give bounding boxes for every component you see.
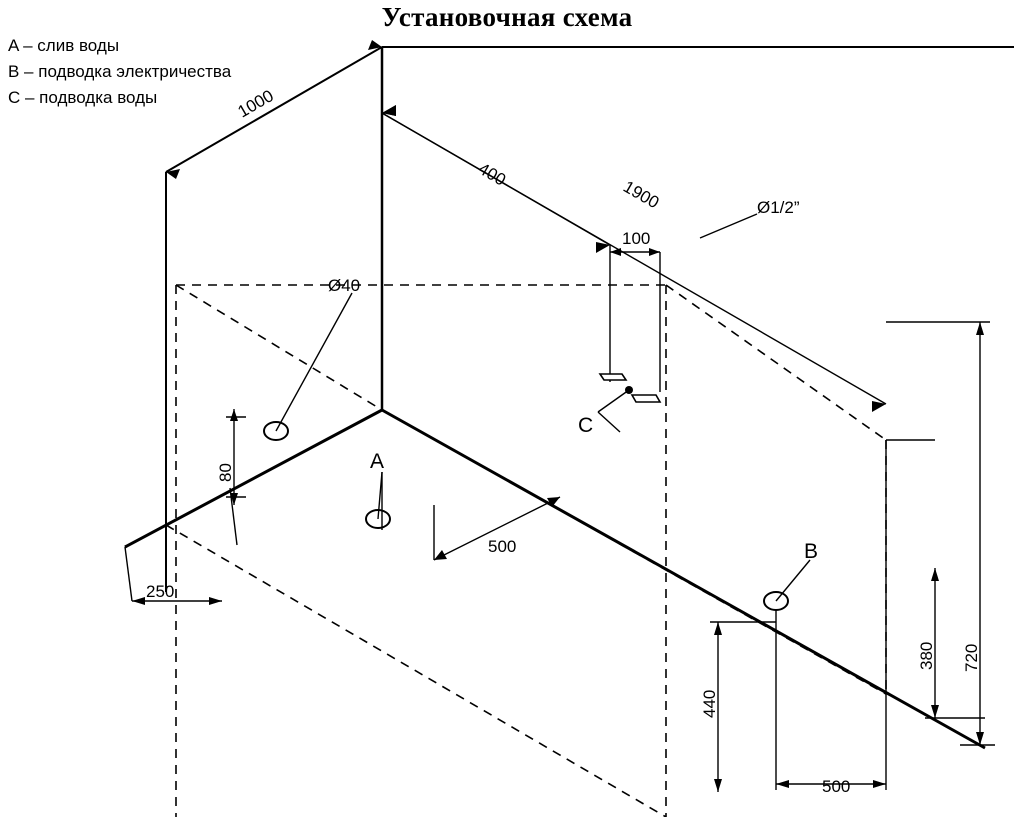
leader-b: [776, 560, 810, 601]
d40-label: Ø40: [328, 276, 361, 295]
bath-front-edges: [125, 410, 985, 748]
dim-500-bottom-label: 500: [822, 777, 851, 796]
dim-1900-label: 1900: [620, 177, 663, 213]
leader-d12: [700, 214, 757, 238]
dim-1900: [382, 105, 886, 412]
callout-c-label: C: [578, 414, 594, 437]
dim-380-label: 380: [917, 641, 936, 670]
leader-c: [598, 390, 629, 432]
callout-b-label: B: [804, 540, 819, 563]
dim-400: [382, 105, 610, 382]
legend-item-c: C – подводка воды: [8, 88, 158, 107]
d12-label: Ø1/2”: [757, 198, 800, 217]
hidden-lines: [166, 285, 886, 817]
dim-500-left: [382, 472, 560, 560]
dim-250: [125, 488, 237, 605]
dim-440: [710, 622, 776, 792]
legend-item-b: B – подводка электричества: [8, 62, 232, 81]
dim-720: [886, 322, 995, 745]
dim-250-label: 250: [146, 582, 175, 601]
dim-720-label: 720: [962, 643, 981, 672]
fitting-c-2: [632, 395, 660, 402]
leader-d40: [276, 293, 352, 431]
dim-1000-label: 1000: [234, 86, 277, 122]
dim-440-label: 440: [700, 689, 719, 718]
legend-item-a: A – слив воды: [8, 36, 120, 55]
dim-1000: [166, 40, 382, 179]
dim-80-label: 80: [216, 463, 235, 482]
dim-500-left-label: 500: [488, 537, 517, 556]
fitting-c-1: [600, 374, 626, 380]
page-title: Установочная схема: [381, 2, 633, 32]
bath-body-lines: [125, 47, 985, 748]
dim-380: [886, 440, 985, 718]
callout-a-label: A: [370, 450, 385, 473]
dim-400-label: 400: [475, 159, 510, 190]
dim-500-bottom: [776, 440, 886, 790]
dim-100-label: 100: [622, 229, 651, 248]
